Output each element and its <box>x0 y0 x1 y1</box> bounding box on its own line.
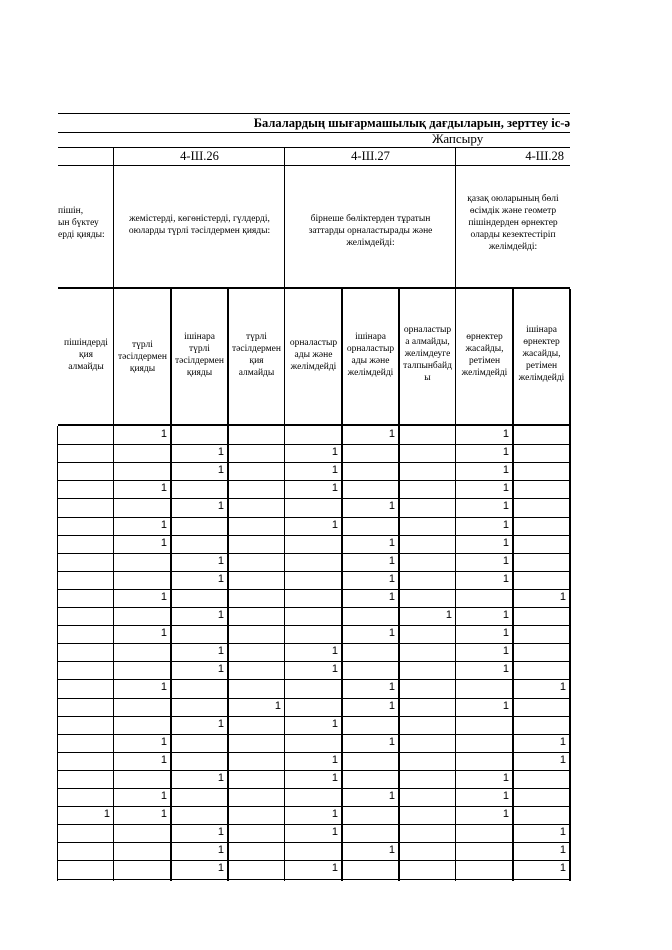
cell-value: 1 <box>331 464 338 477</box>
grid-vline <box>341 289 343 881</box>
cell-value: 1 <box>331 862 338 875</box>
criterion-text: жемістерді, көгөністерді, гүлдерді, оюларды түрлі тәсілдермен қияды: <box>128 214 271 236</box>
code-label: 4-Ш.28 <box>525 149 564 163</box>
cell-value: 1 <box>388 572 395 585</box>
grid-hline <box>58 879 570 880</box>
cell-value: 1 <box>217 446 224 459</box>
cell-value: 1 <box>502 482 509 495</box>
cell-value: 1 <box>388 844 395 857</box>
grid-hline <box>58 860 570 861</box>
cell-value: 1 <box>559 681 566 694</box>
cell-value: 1 <box>502 518 509 531</box>
cell-value: 1 <box>331 753 338 766</box>
grid-hline <box>58 553 570 554</box>
grid-vline <box>170 289 172 881</box>
cell-value: 1 <box>502 572 509 585</box>
code-label: 4-Ш.26 <box>180 149 219 163</box>
grid-hline <box>58 842 570 843</box>
cell-value: 1 <box>388 554 395 567</box>
level-header: ішінара түрлі тәсілдермен қияды <box>175 332 224 378</box>
cell-value: 1 <box>559 862 566 875</box>
cell-value: 1 <box>559 753 566 766</box>
cell-value: 1 <box>388 790 395 802</box>
level-row-bottom <box>58 424 570 426</box>
cell-value: 1 <box>388 428 395 440</box>
cell-value: 1 <box>502 500 509 513</box>
cell-value: 1 <box>160 590 167 603</box>
grid-hline <box>58 462 570 463</box>
level-header: орналастыр ады және желімдейді <box>289 338 338 372</box>
cell-value: 1 <box>502 554 509 567</box>
cell-value: 1 <box>331 771 338 784</box>
grid-hline <box>58 824 570 825</box>
cell-value: 1 <box>103 808 110 821</box>
cell-value: 1 <box>217 663 224 676</box>
grid-hline <box>58 643 570 644</box>
grid-hline <box>58 625 570 626</box>
grid-hline <box>58 535 570 536</box>
cell-value: 1 <box>217 500 224 513</box>
cell-value: 1 <box>502 627 509 640</box>
cell-value: 1 <box>160 482 167 495</box>
cell-value: 1 <box>331 482 338 495</box>
grid-hline <box>58 661 570 662</box>
code-row-bottom <box>58 165 570 166</box>
cell-value: 1 <box>331 645 338 658</box>
cell-value: 1 <box>160 627 167 640</box>
cell-value: 1 <box>559 826 566 839</box>
level-header: түрлі тәсілдермен қияды <box>118 340 167 374</box>
grid-vline <box>569 289 571 881</box>
cell-value: 1 <box>559 590 566 603</box>
cell-value: 1 <box>217 464 224 477</box>
grid-hline <box>58 498 570 499</box>
level-header: өрнектер жасайды, ретімен желімдейді <box>461 332 508 378</box>
grid-hline <box>58 679 570 680</box>
cell-value: 1 <box>502 790 509 802</box>
grid-left-border <box>57 426 58 881</box>
grid-hline <box>58 571 570 572</box>
grid-hline <box>58 607 570 608</box>
cell-value: 1 <box>160 735 167 748</box>
level-header: орналастыр а алмайды, желімдеуге талпынбайд ы <box>403 325 452 383</box>
cell-value: 1 <box>160 790 167 802</box>
cell-value: 1 <box>217 609 224 621</box>
cell-value: 1 <box>217 645 224 658</box>
grid-hline <box>58 734 570 735</box>
cell-value: 1 <box>217 554 224 567</box>
cell-value: 1 <box>502 428 509 440</box>
grid-vline <box>398 289 400 881</box>
cell-value: 1 <box>160 808 167 821</box>
page-title: Балалардың шығармашылық дағдыларын, зерттеу іс-ә <box>58 113 570 133</box>
cell-value: 1 <box>331 717 338 730</box>
level-header: түрлі тәсілдермен қия алмайды <box>232 332 281 378</box>
cell-value: 1 <box>160 753 167 766</box>
cell-value: 1 <box>217 844 224 857</box>
cell-value: 1 <box>217 826 224 839</box>
cell-value: 1 <box>331 663 338 676</box>
cell-value: 1 <box>160 536 167 549</box>
grid-hline <box>58 517 570 518</box>
grid-hline <box>58 788 570 789</box>
grid-vline <box>113 147 114 881</box>
cell-value: 1 <box>160 681 167 694</box>
cell-value: 1 <box>502 663 509 676</box>
level-header: пішіндерді қия алмайды <box>64 338 108 372</box>
level-header: ішінара өрнектер жасайды, ретімен желімдейді <box>518 325 565 383</box>
cell-value: 1 <box>388 590 395 603</box>
cell-value: 1 <box>160 428 167 440</box>
cell-value: 1 <box>445 609 452 621</box>
cell-value: 1 <box>274 699 281 712</box>
grid-vline <box>512 289 514 881</box>
grid-hline <box>58 716 570 717</box>
cell-value: 1 <box>388 699 395 712</box>
cell-value: 1 <box>502 464 509 477</box>
section-subtitle: Жапсыру <box>58 131 570 148</box>
cell-value: 1 <box>388 681 395 694</box>
cell-value: 1 <box>331 518 338 531</box>
criterion-text: пішін, ын бүктеу ерді қияды: <box>58 206 105 240</box>
cell-value: 1 <box>160 518 167 531</box>
cell-value: 1 <box>502 609 509 621</box>
grid-hline <box>58 698 570 699</box>
cell-value: 1 <box>502 771 509 784</box>
cell-value: 1 <box>502 699 509 712</box>
cell-value: 1 <box>502 536 509 549</box>
cell-value: 1 <box>217 572 224 585</box>
criterion-text: бірнеше бөліктерден тұратын заттарды орналастырады және желімдейді: <box>308 214 433 248</box>
level-header: ішінара орналастыр ады және желімдейді <box>346 332 395 378</box>
cell-value: 1 <box>331 826 338 839</box>
criterion-text: қазақ оюларының бөлі өсімдік және геометр пішіндерден өрнектер оларды кезектестіріп желімдейді: <box>467 194 559 252</box>
cell-value: 1 <box>331 808 338 821</box>
cell-value: 1 <box>502 808 509 821</box>
grid-vline <box>227 289 229 881</box>
grid-hline <box>58 806 570 807</box>
cell-value: 1 <box>217 862 224 875</box>
cell-value: 1 <box>388 627 395 640</box>
cell-value: 1 <box>502 446 509 459</box>
grid-hline <box>58 752 570 753</box>
cell-value: 1 <box>331 446 338 459</box>
cell-value: 1 <box>502 645 509 658</box>
cell-value: 1 <box>388 735 395 748</box>
cell-value: 1 <box>388 500 395 513</box>
grid-hline <box>58 770 570 771</box>
cell-value: 1 <box>388 536 395 549</box>
cell-value: 1 <box>559 735 566 748</box>
grid-vline <box>284 147 285 881</box>
grid-hline <box>58 444 570 445</box>
cell-value: 1 <box>217 717 224 730</box>
grid-vline <box>455 147 456 881</box>
grid-hline <box>58 480 570 481</box>
cell-value: 1 <box>559 844 566 857</box>
grid-hline <box>58 589 570 590</box>
criteria-row-bottom <box>58 287 570 289</box>
code-label: 4-Ш.27 <box>351 149 390 163</box>
cell-value: 1 <box>217 771 224 784</box>
